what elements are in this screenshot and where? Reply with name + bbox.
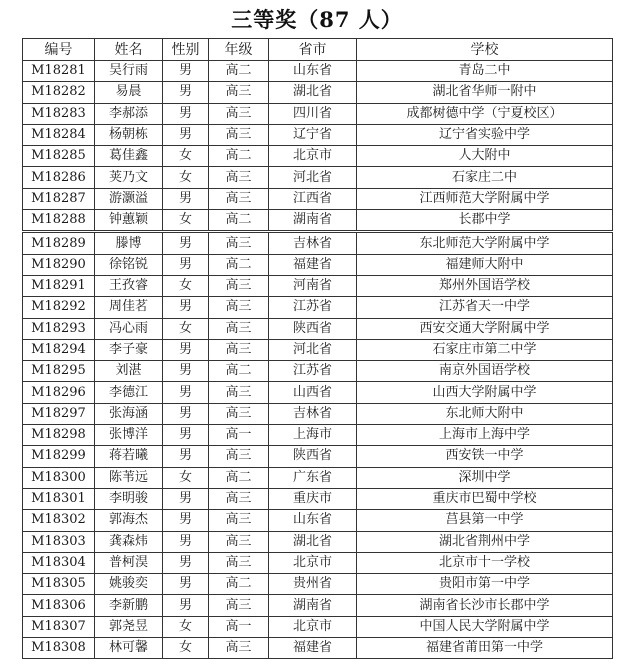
cell-gender: 男 <box>163 297 209 318</box>
cell-province: 四川省 <box>269 103 357 124</box>
cell-id: M18303 <box>23 531 95 552</box>
cell-grade: 高三 <box>209 82 269 103</box>
cell-name: 王孜睿 <box>95 275 163 296</box>
cell-gender: 男 <box>163 61 209 82</box>
table-row <box>23 425 613 446</box>
cell-province: 湖北省 <box>269 82 357 103</box>
cell-name: 吴行雨 <box>95 61 163 82</box>
cell-grade: 高三 <box>209 339 269 360</box>
cell-school: 人大附中 <box>357 146 613 167</box>
cell-school: 西安交通大学附属中学 <box>357 318 613 339</box>
cell-province: 上海市 <box>269 425 357 446</box>
cell-grade: 高二 <box>209 574 269 595</box>
award-table <box>22 38 613 659</box>
cell-gender: 男 <box>163 425 209 446</box>
cell-province: 河北省 <box>269 339 357 360</box>
cell-name: 刘湛 <box>95 361 163 382</box>
column-header-school: 学校 <box>357 39 613 61</box>
cell-name: 冯心雨 <box>95 318 163 339</box>
cell-province: 河北省 <box>269 167 357 188</box>
cell-name: 徐铭锐 <box>95 254 163 275</box>
cell-id: M18297 <box>23 403 95 424</box>
cell-gender: 男 <box>163 531 209 552</box>
cell-name: 张海涵 <box>95 403 163 424</box>
cell-school: 东北师范大学附属中学 <box>357 232 613 254</box>
cell-id: M18285 <box>23 146 95 167</box>
cell-province: 北京市 <box>269 146 357 167</box>
cell-grade: 高二 <box>209 467 269 488</box>
cell-school: 西安铁一中学 <box>357 446 613 467</box>
cell-name: 李子豪 <box>95 339 163 360</box>
cell-grade: 高三 <box>209 446 269 467</box>
cell-gender: 男 <box>163 382 209 403</box>
cell-grade: 高三 <box>209 167 269 188</box>
cell-gender: 女 <box>163 275 209 296</box>
cell-province: 山东省 <box>269 61 357 82</box>
cell-province: 福建省 <box>269 254 357 275</box>
table-row <box>23 232 613 254</box>
cell-id: M18300 <box>23 467 95 488</box>
cell-school: 东北师大附中 <box>357 403 613 424</box>
cell-name: 郭尧昱 <box>95 616 163 637</box>
cell-gender: 男 <box>163 574 209 595</box>
cell-name: 游灏溢 <box>95 188 163 209</box>
cell-gender: 男 <box>163 403 209 424</box>
table-row <box>23 403 613 424</box>
cell-school: 福建师大附中 <box>357 254 613 275</box>
table-header-row <box>23 39 613 61</box>
cell-school: 江苏省天一中学 <box>357 297 613 318</box>
cell-grade: 高二 <box>209 361 269 382</box>
table-row <box>23 510 613 531</box>
cell-grade: 高三 <box>209 318 269 339</box>
cell-id: M18298 <box>23 425 95 446</box>
cell-id: M18302 <box>23 510 95 531</box>
cell-school: 中国人民大学附属中学 <box>357 616 613 637</box>
table-row <box>23 467 613 488</box>
cell-name: 林可馨 <box>95 638 163 659</box>
cell-grade: 高三 <box>209 124 269 145</box>
cell-province: 辽宁省 <box>269 124 357 145</box>
table-row <box>23 488 613 509</box>
cell-name: 荚乃文 <box>95 167 163 188</box>
cell-id: M18292 <box>23 297 95 318</box>
cell-province: 北京市 <box>269 552 357 573</box>
cell-grade: 高二 <box>209 61 269 82</box>
cell-grade: 高三 <box>209 232 269 254</box>
cell-id: M18295 <box>23 361 95 382</box>
table-row <box>23 382 613 403</box>
cell-id: M18299 <box>23 446 95 467</box>
column-header-name: 姓名 <box>95 39 163 61</box>
cell-name: 周佳茗 <box>95 297 163 318</box>
cell-grade: 高二 <box>209 146 269 167</box>
table-row <box>23 297 613 318</box>
cell-id: M18304 <box>23 552 95 573</box>
cell-gender: 女 <box>163 616 209 637</box>
cell-school: 福建省莆田第一中学 <box>357 638 613 659</box>
cell-id: M18289 <box>23 232 95 254</box>
column-header-gender: 性别 <box>163 39 209 61</box>
table-row <box>23 361 613 382</box>
cell-school: 山西大学附属中学 <box>357 382 613 403</box>
cell-name: 葛佳鑫 <box>95 146 163 167</box>
cell-grade: 高三 <box>209 188 269 209</box>
cell-province: 陕西省 <box>269 446 357 467</box>
table-row <box>23 318 613 339</box>
cell-school: 郑州外国语学校 <box>357 275 613 296</box>
table-row <box>23 531 613 552</box>
cell-name: 龚森炜 <box>95 531 163 552</box>
cell-name: 张博洋 <box>95 425 163 446</box>
cell-province: 江西省 <box>269 188 357 209</box>
cell-province: 北京市 <box>269 616 357 637</box>
cell-gender: 女 <box>163 146 209 167</box>
table-row <box>23 552 613 573</box>
cell-school: 湖北省华师一附中 <box>357 82 613 103</box>
cell-gender: 男 <box>163 82 209 103</box>
cell-name: 滕博 <box>95 232 163 254</box>
cell-gender: 女 <box>163 467 209 488</box>
cell-grade: 高三 <box>209 275 269 296</box>
cell-school: 青岛二中 <box>357 61 613 82</box>
cell-gender: 男 <box>163 488 209 509</box>
cell-gender: 男 <box>163 339 209 360</box>
table-row <box>23 124 613 145</box>
cell-gender: 男 <box>163 103 209 124</box>
cell-id: M18290 <box>23 254 95 275</box>
cell-province: 江苏省 <box>269 361 357 382</box>
cell-province: 陕西省 <box>269 318 357 339</box>
table-row <box>23 210 613 232</box>
cell-school: 深圳中学 <box>357 467 613 488</box>
cell-gender: 男 <box>163 552 209 573</box>
cell-school: 南京外国语学校 <box>357 361 613 382</box>
cell-name: 杨朝栋 <box>95 124 163 145</box>
cell-id: M18286 <box>23 167 95 188</box>
table-row <box>23 167 613 188</box>
cell-id: M18307 <box>23 616 95 637</box>
table-row <box>23 103 613 124</box>
cell-school: 贵阳市第一中学 <box>357 574 613 595</box>
cell-province: 广东省 <box>269 467 357 488</box>
cell-grade: 高三 <box>209 488 269 509</box>
cell-province: 重庆市 <box>269 488 357 509</box>
cell-gender: 男 <box>163 232 209 254</box>
cell-name: 普柯淏 <box>95 552 163 573</box>
cell-province: 河南省 <box>269 275 357 296</box>
cell-province: 吉林省 <box>269 403 357 424</box>
cell-grade: 高三 <box>209 382 269 403</box>
page-title: 三等奖（87 人） <box>231 7 403 32</box>
table-row <box>23 616 613 637</box>
cell-province: 福建省 <box>269 638 357 659</box>
cell-id: M18301 <box>23 488 95 509</box>
cell-school: 江西师范大学附属中学 <box>357 188 613 209</box>
cell-grade: 高二 <box>209 254 269 275</box>
cell-grade: 高三 <box>209 103 269 124</box>
cell-grade: 高二 <box>209 210 269 232</box>
cell-gender: 男 <box>163 124 209 145</box>
cell-school: 北京市十一学校 <box>357 552 613 573</box>
table-row <box>23 339 613 360</box>
table-row <box>23 82 613 103</box>
cell-id: M18282 <box>23 82 95 103</box>
cell-province: 山东省 <box>269 510 357 531</box>
table-row <box>23 638 613 659</box>
table-row <box>23 446 613 467</box>
cell-province: 湖南省 <box>269 210 357 232</box>
cell-school: 长郡中学 <box>357 210 613 232</box>
cell-id: M18287 <box>23 188 95 209</box>
cell-id: M18288 <box>23 210 95 232</box>
cell-gender: 男 <box>163 510 209 531</box>
cell-school: 莒县第一中学 <box>357 510 613 531</box>
cell-province: 湖北省 <box>269 531 357 552</box>
cell-id: M18291 <box>23 275 95 296</box>
table-row <box>23 254 613 275</box>
cell-name: 李新鹏 <box>95 595 163 616</box>
table-row <box>23 146 613 167</box>
cell-grade: 高三 <box>209 531 269 552</box>
cell-school: 石家庄市第二中学 <box>357 339 613 360</box>
cell-grade: 高一 <box>209 425 269 446</box>
cell-name: 李明骏 <box>95 488 163 509</box>
cell-grade: 高三 <box>209 595 269 616</box>
cell-grade: 高三 <box>209 638 269 659</box>
cell-gender: 女 <box>163 318 209 339</box>
cell-grade: 高三 <box>209 403 269 424</box>
table-row <box>23 188 613 209</box>
cell-gender: 女 <box>163 638 209 659</box>
cell-school: 成都树德中学（宁夏校区） <box>357 103 613 124</box>
cell-name: 李郝添 <box>95 103 163 124</box>
cell-id: M18281 <box>23 61 95 82</box>
cell-name: 姚骏奕 <box>95 574 163 595</box>
cell-gender: 男 <box>163 254 209 275</box>
cell-grade: 高三 <box>209 297 269 318</box>
cell-school: 上海市上海中学 <box>357 425 613 446</box>
cell-name: 陈苇远 <box>95 467 163 488</box>
cell-name: 郭海杰 <box>95 510 163 531</box>
cell-province: 江苏省 <box>269 297 357 318</box>
cell-gender: 男 <box>163 361 209 382</box>
cell-name: 蒋若曦 <box>95 446 163 467</box>
table-row <box>23 61 613 82</box>
table-body <box>23 61 613 659</box>
table-row <box>23 574 613 595</box>
cell-school: 重庆市巴蜀中学校 <box>357 488 613 509</box>
cell-province: 吉林省 <box>269 232 357 254</box>
cell-gender: 女 <box>163 210 209 232</box>
cell-grade: 高三 <box>209 510 269 531</box>
cell-id: M18306 <box>23 595 95 616</box>
cell-school: 湖北省荆州中学 <box>357 531 613 552</box>
cell-id: M18284 <box>23 124 95 145</box>
cell-id: M18294 <box>23 339 95 360</box>
cell-gender: 男 <box>163 595 209 616</box>
cell-school: 石家庄二中 <box>357 167 613 188</box>
cell-school: 辽宁省实验中学 <box>357 124 613 145</box>
cell-gender: 女 <box>163 167 209 188</box>
cell-id: M18296 <box>23 382 95 403</box>
cell-name: 易晨 <box>95 82 163 103</box>
cell-school: 湖南省长沙市长郡中学 <box>357 595 613 616</box>
table-row <box>23 595 613 616</box>
column-header-id: 编号 <box>23 39 95 61</box>
table-row <box>23 275 613 296</box>
cell-id: M18283 <box>23 103 95 124</box>
cell-province: 湖南省 <box>269 595 357 616</box>
cell-id: M18305 <box>23 574 95 595</box>
cell-name: 钟蕙颖 <box>95 210 163 232</box>
column-header-province: 省市 <box>269 39 357 61</box>
cell-gender: 男 <box>163 446 209 467</box>
cell-grade: 高三 <box>209 552 269 573</box>
cell-id: M18293 <box>23 318 95 339</box>
cell-province: 山西省 <box>269 382 357 403</box>
column-header-grade: 年级 <box>209 39 269 61</box>
cell-gender: 男 <box>163 188 209 209</box>
cell-name: 李德江 <box>95 382 163 403</box>
cell-grade: 高一 <box>209 616 269 637</box>
cell-id: M18308 <box>23 638 95 659</box>
cell-province: 贵州省 <box>269 574 357 595</box>
